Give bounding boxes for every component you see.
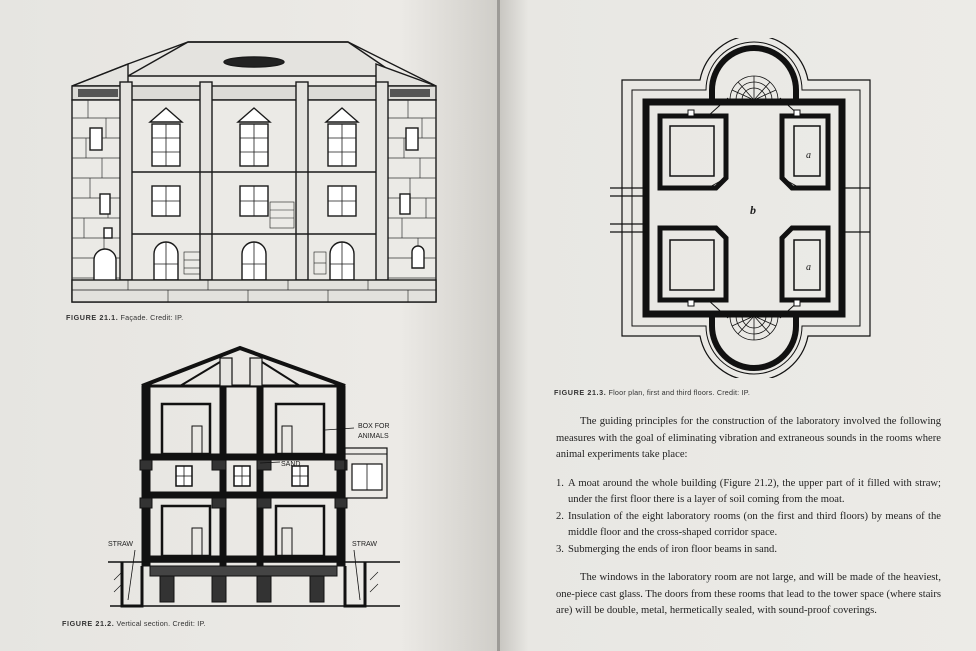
list-text: Insulation of the eight laboratory rooms (on the first and third floors) by means of the middle floor and the cross-shaped corridor space. <box>568 510 941 538</box>
list-number: 2. <box>556 510 564 522</box>
figure-21-3-caption <box>554 388 750 397</box>
room-label-b: b <box>750 203 756 217</box>
floor-plan-drawing <box>608 38 878 378</box>
vertical-section-drawing <box>100 340 410 612</box>
room-label-a-top: a <box>806 150 811 161</box>
closing-paragraph: The windows in the laboratory room are not large, and will be made of the heaviest, one-piece cast glass. The doors from these rooms that lead to the tower space (where stairs are) will be double, metal, hermetically sealed, with sound-proof coverings. <box>556 572 941 616</box>
sand-label: SAND <box>281 461 301 468</box>
list-text: A moat around the whole building (Figure 21.2), the upper part of it filled with straw; under the first floor there is a layer of soil coming from the moat. <box>568 477 941 505</box>
figure-label: FIGURE 21.2. <box>62 619 115 628</box>
straw-left-label: STRAW <box>108 541 134 548</box>
list-number: 3. <box>556 543 564 555</box>
intro-paragraph: The guiding principles for the construction of the laboratory involved the following measures with the goal of eliminating vibration and extraneous sounds in the rooms where animal experiments take place: <box>556 416 941 460</box>
body-text <box>556 414 941 620</box>
list-text: Submerging the ends of iron floor beams in sand. <box>568 543 777 555</box>
list-item <box>556 542 941 559</box>
caption-text: Floor plan, first and third floors. Credit: IP. <box>608 388 751 397</box>
figure-label: FIGURE 21.1. <box>66 313 119 322</box>
box-for-animals-label-2: ANIMALS <box>358 433 389 440</box>
principles-list <box>556 476 941 559</box>
straw-right-label: STRAW <box>352 541 378 548</box>
box-for-animals-label-1: BOX FOR <box>358 423 390 430</box>
list-number: 1. <box>556 477 564 489</box>
right-page <box>500 0 976 651</box>
figure-21-2-caption <box>62 619 206 628</box>
figure-21-1-caption <box>66 313 183 322</box>
list-item <box>556 509 941 542</box>
facade-drawing <box>68 38 440 306</box>
room-label-a-bottom: a <box>806 262 811 273</box>
caption-text: Vertical section. Credit: IP. <box>116 619 206 628</box>
figure-label: FIGURE 21.3. <box>554 388 607 397</box>
list-item <box>556 476 941 509</box>
caption-text: Façade. Credit: IP. <box>120 313 184 322</box>
